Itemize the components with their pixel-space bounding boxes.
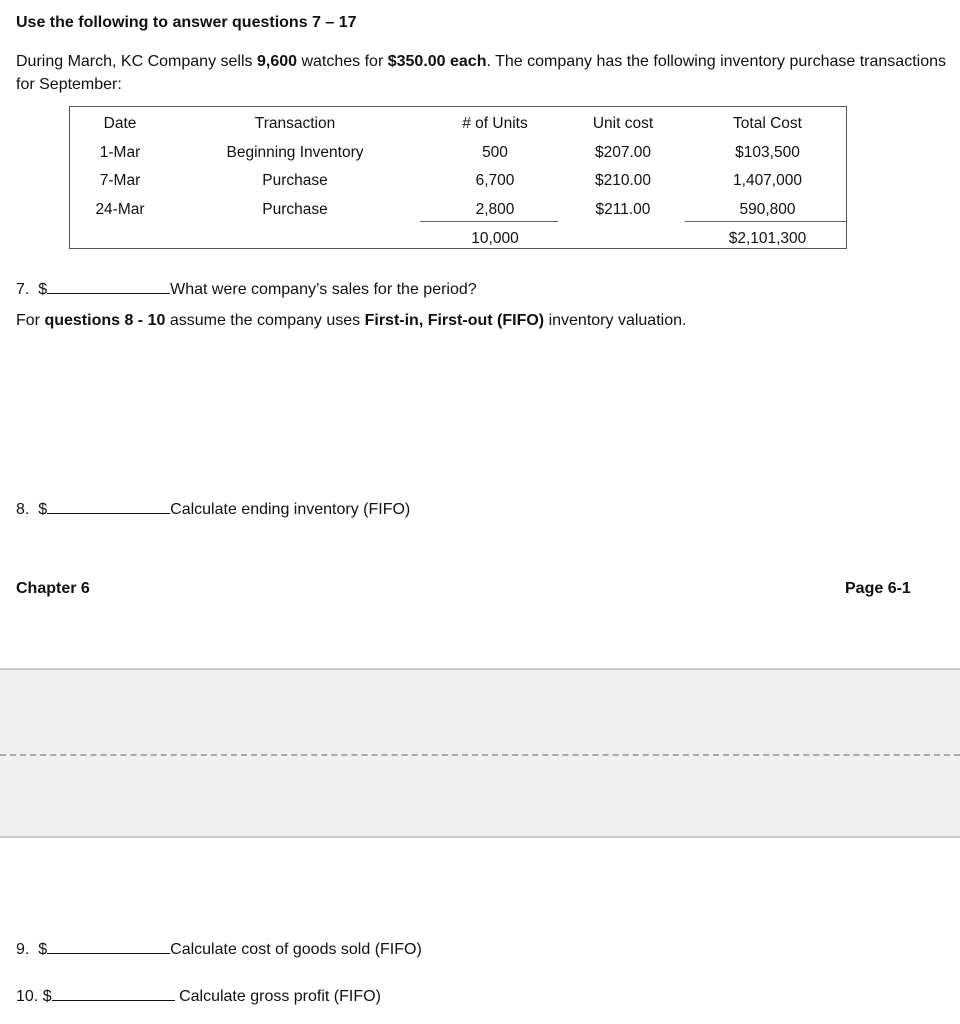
total-units: 10,000 [471, 230, 519, 247]
row-units: 500 [482, 144, 508, 161]
dollar-sign: $ [38, 501, 48, 518]
question-number: 8. [16, 501, 30, 518]
row-unit-cost: $211.00 [595, 201, 651, 218]
sale-price: $350.00 each [387, 53, 487, 70]
header-date: Date [103, 115, 137, 132]
row-total-cost: 1,407,000 [733, 172, 802, 189]
answer-blank-10[interactable] [52, 984, 175, 1001]
row-transaction: Purchase [262, 201, 328, 218]
dollar-sign: $ [38, 941, 48, 958]
row-date: 7-Mar [99, 172, 141, 189]
note-text: assume the company uses [165, 312, 365, 329]
row-transaction: Beginning Inventory [226, 144, 364, 161]
row-total-cost: $103,500 [735, 144, 800, 161]
note-method: First-in, First-out (FIFO) [364, 312, 545, 329]
total-cost: $2,101,300 [728, 230, 807, 247]
header-unit-cost: Unit cost [592, 115, 654, 132]
header-total-cost: Total Cost [733, 115, 802, 132]
row-transaction: Purchase [262, 172, 328, 189]
question-number: 9. [16, 941, 30, 958]
row-date: 1-Mar [99, 144, 141, 161]
intro-paragraph [16, 50, 946, 96]
row-date: 24-Mar [95, 201, 145, 218]
chapter-label: Chapter 6 [16, 580, 90, 597]
answer-blank-9[interactable] [47, 937, 170, 954]
question-7 [16, 277, 477, 299]
dollar-sign: $ [42, 988, 52, 1005]
intro-text: . The company has the following inventory purchase transactions for September: [16, 53, 946, 93]
dollar-sign: $ [38, 281, 48, 298]
row-total-cost: 590,800 [739, 201, 796, 218]
intro-text: During March, KC Company sells [16, 53, 257, 70]
row-unit-cost: $210.00 [594, 172, 652, 189]
question-text: Calculate cost of goods sold (FIFO) [170, 941, 422, 958]
fifo-note [16, 312, 686, 330]
cost-total-rule [685, 221, 846, 222]
question-text: What were company’s sales for the period? [170, 281, 477, 298]
question-number: 7. [16, 281, 30, 298]
note-text: inventory valuation. [544, 312, 687, 329]
question-8 [16, 497, 410, 519]
answer-blank-8[interactable] [47, 497, 170, 514]
inventory-table [69, 106, 847, 249]
section-heading: Use the following to answer questions 7 – 17 [16, 14, 357, 31]
question-text: Calculate gross profit (FIFO) [179, 988, 381, 1005]
note-questions-range: questions 8 - 10 [44, 312, 166, 329]
page-number: Page 6-1 [845, 580, 911, 597]
row-unit-cost: $207.00 [594, 144, 652, 161]
page-break-band [0, 668, 960, 838]
units-total-rule [420, 221, 558, 222]
units-sold: 9,600 [256, 53, 298, 70]
header-units: # of Units [462, 115, 528, 132]
answer-blank-7[interactable] [47, 277, 170, 294]
note-text: For [16, 312, 45, 329]
question-9 [16, 937, 422, 959]
row-units: 2,800 [475, 201, 515, 218]
header-transaction: Transaction [254, 115, 336, 132]
question-number: 10. [16, 988, 39, 1005]
question-10 [16, 984, 381, 1006]
question-text: Calculate ending inventory (FIFO) [170, 501, 411, 518]
page-break-line [0, 754, 960, 756]
row-units: 6,700 [475, 172, 515, 189]
intro-text: watches for [297, 53, 388, 70]
